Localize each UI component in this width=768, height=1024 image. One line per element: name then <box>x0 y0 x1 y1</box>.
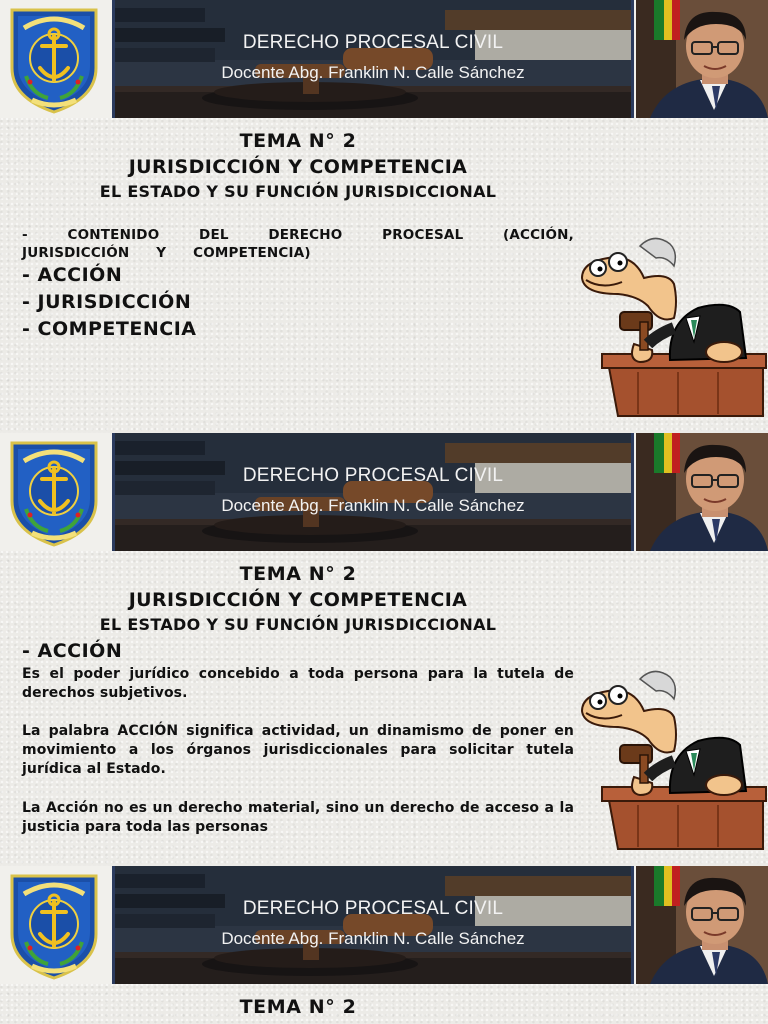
navy-school-logo-icon <box>8 872 100 980</box>
professor-portrait-icon <box>636 866 768 984</box>
gavel-banner-image-icon <box>115 0 631 118</box>
topic-subheading: EL ESTADO Y SU FUNCIÓN JURISDICCIONAL <box>99 182 497 201</box>
topic-subheading: EL ESTADO Y SU FUNCIÓN JURISDICCIONAL <box>99 615 497 634</box>
gavel-banner-image-icon <box>115 433 631 551</box>
topic-number: TEMA N° 2 <box>239 563 357 585</box>
gavel-banner-image-icon <box>115 866 631 984</box>
header-banner <box>112 0 634 118</box>
topic-number: TEMA N° 2 <box>239 130 357 152</box>
header-banner <box>112 866 634 984</box>
paragraph: La palabra ACCIÓN significa actividad, un dinamismo de poner en movimiento a los órganos jurisdiccionales para solicitar tutela jurídica al Estado. <box>22 723 574 777</box>
topic-heading: JURISDICCIÓN Y COMPETENCIA <box>128 156 468 178</box>
professor-portrait-icon <box>636 433 768 551</box>
course-title: DERECHO PROCESAL CIVIL <box>242 32 504 53</box>
topic-number: TEMA N° 2 <box>239 996 357 1018</box>
instructor-name: Docente Abg. Franklin N. Calle Sánchez <box>221 929 525 948</box>
professor-portrait-icon <box>636 0 768 118</box>
content-intro: - CONTENIDO DEL DERECHO PROCESAL (ACCIÓN, JURISDICCIÓN Y COMPETENCIA) <box>22 227 574 261</box>
judge-cartoon-icon <box>578 232 768 422</box>
navy-school-logo-icon <box>8 6 100 114</box>
paragraph: La Acción no es un derecho material, sino un derecho de acceso a la justicia para toda las personas <box>22 800 574 835</box>
slide-header <box>0 866 768 984</box>
instructor-name: Docente Abg. Franklin N. Calle Sánchez <box>221 496 525 515</box>
course-title: DERECHO PROCESAL CIVIL <box>242 898 504 919</box>
slide-header <box>0 0 768 118</box>
header-banner <box>112 433 634 551</box>
paragraph: Es el poder jurídico concebido a toda persona para la tutela de derechos subjetivos. <box>22 666 574 701</box>
slide-3 <box>0 866 768 1024</box>
judge-cartoon-icon <box>578 665 768 855</box>
bullet-item: - JURISDICCIÓN <box>22 291 192 313</box>
section-heading: - ACCIÓN <box>22 640 123 662</box>
instructor-name: Docente Abg. Franklin N. Calle Sánchez <box>221 63 525 82</box>
slide-header <box>0 433 768 551</box>
slide-2 <box>0 433 768 866</box>
bullet-item: - ACCIÓN <box>22 264 123 286</box>
slide-1 <box>0 0 768 433</box>
topic-heading: JURISDICCIÓN Y COMPETENCIA <box>128 589 468 611</box>
bullet-item: - COMPETENCIA <box>22 318 197 340</box>
navy-school-logo-icon <box>8 439 100 547</box>
course-title: DERECHO PROCESAL CIVIL <box>242 465 504 486</box>
